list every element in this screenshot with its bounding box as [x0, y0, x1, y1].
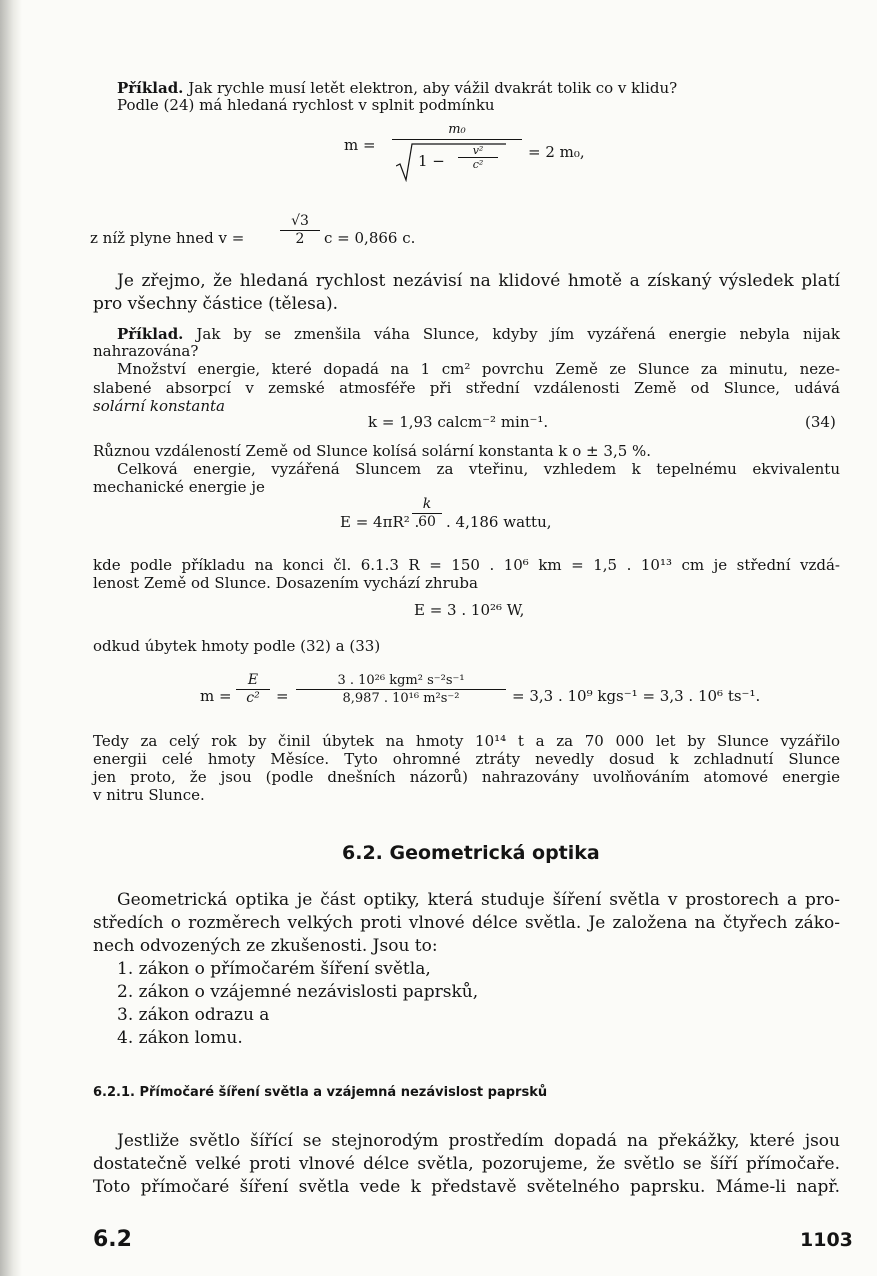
total-energy-line-2: mechanické energie je — [93, 478, 265, 496]
equation-mass-loss-result: = 3,3 . 10⁹ kgs⁻¹ = 3,3 . 10⁶ ts⁻¹. — [512, 687, 761, 705]
example-2-question: Příklad. Jak by se zmenšila váha Slunce, kdyby jím vyzářená energie nebyla nijak — [117, 325, 840, 343]
annual-loss-line-1: Tedy za celý rok by činil úbytek na hmoty 10¹⁴ t a za 70 000 let by Slunce vyzářilo — [93, 732, 840, 750]
subsection-heading: 6.2.1. Přímočaré šíření světla a vzájemná nezávislost paprsků — [93, 1085, 548, 1100]
annual-loss-line-2: energii celé hmoty Měsíce. Tyto ohromné ztráty nevedly dosud k zchladnutí Slunce — [93, 750, 840, 768]
distance-line-2: lenost Země od Slunce. Dosazením vychází zhruba — [93, 574, 478, 592]
law-list-item: 2. zákon o vzájemné nezávislosti paprsků, — [117, 982, 479, 1002]
solar-constant-line-2: slabené absorpcí v zemské atmosféře při střední vzdálenosti Země od Slunce, udává — [93, 379, 840, 397]
subsection-text-line-3: Toto přímočaré šíření světla vede k představě světelného paprsku. Máme-li např. — [93, 1177, 840, 1197]
equation-mass-denominator: 1 − v² c² — [392, 140, 522, 182]
equation-mass-loss-lhs: m = — [200, 687, 232, 705]
example-1-line2: Podle (24) má hledaná rychlost v splnit podmínku — [117, 96, 495, 114]
equation-number-34: (34) — [805, 413, 836, 431]
equation-mass-rhs: = 2 m₀, — [528, 143, 585, 161]
page-number: 1103 — [800, 1229, 853, 1251]
law-list-item: 4. zákon lomu. — [117, 1028, 243, 1048]
equation-energy-value: E = 3 . 10²⁶ W, — [414, 601, 525, 619]
equation-mass-fraction — [392, 122, 522, 182]
equation-solar-constant: k = 1,93 calcm⁻² min⁻¹. — [368, 413, 549, 431]
annual-loss-line-3: jen proto, že jsou (podle dnešních názorů) nahrazovány uvolňováním atomové energie — [93, 768, 840, 786]
equation-mass-loss-fraction-2: 3 . 10²⁶ kgm² s⁻²s⁻¹ 8,987 . 10¹⁶ m²s⁻² — [296, 672, 506, 707]
equation-energy-prefix: E = 4πR² . — [340, 513, 420, 531]
law-list-item: 3. zákon odrazu a — [117, 1005, 270, 1025]
mass-loss-intro: odkud úbytek hmoty podle (32) a (33) — [93, 637, 381, 655]
solar-constant-term: solární konstanta — [93, 397, 225, 415]
section-intro-line-1: Geometrická optika je část optiky, která studuje šíření světla v prostorech a pro- — [117, 890, 840, 910]
radical-sign-icon — [396, 142, 516, 182]
equation-mass-numerator: m₀ — [392, 122, 522, 140]
subsection-text-line-1: Jestliže světlo šířící se stejnorodým prostředím dopadá na překážky, které jsou — [117, 1131, 840, 1151]
law-list-item: 1. zákon o přímočarém šíření světla, — [117, 959, 431, 979]
example-2-question-end: nahrazována? — [93, 342, 199, 360]
section-intro-line-2: středích o rozměrech velkých proti vlnové délce světla. Je založena na čtyřech záko- — [93, 913, 840, 933]
example-1-heading: Příklad. — [117, 79, 184, 97]
example-2-heading: Příklad. — [117, 325, 184, 343]
equation-energy-fraction: k 60 — [412, 496, 442, 531]
section-heading: 6.2. Geometrická optika — [342, 842, 600, 864]
footer-section-number: 6.2 — [93, 1227, 132, 1252]
solar-constant-line-1: Množství energie, které dopadá na 1 cm² povrchu Země ze Slunce za minutu, neze- — [117, 360, 840, 378]
annual-loss-line-4: v nitru Slunce. — [93, 786, 205, 804]
subsection-text-line-2: dostatečně velké proti vlnové délce světla, pozorujeme, že světlo se šíří přímočaře. — [93, 1154, 840, 1174]
equation-mass-lhs: m = — [344, 136, 376, 154]
equation-mass-loss-equals: = — [276, 687, 289, 705]
conclusion-line-2: pro všechny částice (tělesa). — [93, 294, 339, 314]
equation-mass-loss-fraction-1: E c² — [236, 672, 270, 707]
distance-line-1: kde podle příkladu na konci čl. 6.1.3 R = 150 . 10⁶ km = 1,5 . 10¹³ cm je střední vzdá- — [93, 556, 840, 574]
result-velocity-value: c = 0,866 c. — [324, 229, 416, 247]
total-energy-line-1: Celková energie, vyzářená Sluncem za vteřinu, vzhledem k tepelnému ekvivalentu — [117, 460, 840, 478]
page-binding-shadow — [0, 0, 22, 1276]
example-1-question: Příklad. Jak rychle musí letět elektron, aby vážil dvakrát tolik co v klidu? — [117, 79, 678, 97]
equation-energy-suffix: . 4,186 wattu, — [446, 513, 552, 531]
variation-line: Různou vzdáleností Země od Slunce kolísá solární konstanta k o ± 3,5 %. — [93, 442, 652, 460]
section-intro-line-3: nech odvozených ze zkušenosti. Jsou to: — [93, 936, 438, 956]
conclusion-line-1: Je zřejmo, že hledaná rychlost nezávisí na klidové hmotě a získaný výsledek platí — [117, 271, 840, 291]
result-velocity-prefix: z níž plyne hned v = — [90, 229, 245, 247]
result-velocity-fraction: √3 2 — [280, 213, 320, 248]
